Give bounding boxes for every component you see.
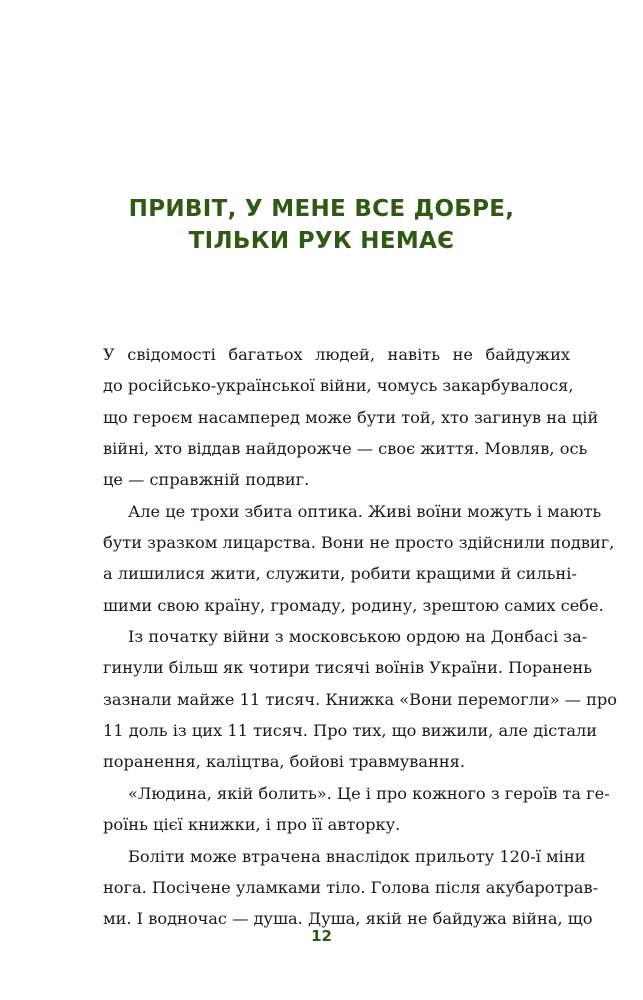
chapter-title-line: ПРИВІТ, У МЕНЕ ВСЕ ДОБРЕ, — [128, 196, 515, 222]
page-number: 12 — [311, 927, 332, 945]
chapter-title-line: ТІЛЬКИ РУК НЕМАЄ — [188, 228, 455, 254]
chapter-title — [0, 193, 643, 257]
text-line: а лишилися жити, служити, робити кращими й сильні- — [103, 564, 577, 584]
text-line: бути зразком лицарства. Вони не просто здійснили подвиг, — [103, 533, 615, 553]
text-line: Боліти може втрачена внаслідок прильоту 120-ї міни — [128, 846, 586, 866]
paragraph — [103, 339, 599, 496]
text-line: нога. Посічене уламками тіло. Голова після акубаротрав- — [103, 877, 599, 897]
text-line: зазнали майже 11 тисяч. Книжка «Вони перемогли» — про — [103, 689, 618, 709]
text-line: «Людина, якій болить». Це і про кожного з героїв та ге- — [128, 783, 610, 803]
paragraph — [103, 621, 618, 778]
text-line: війні, хто віддав найдорожче — своє життя. Мовляв, ось — [103, 439, 588, 459]
body-text — [103, 339, 618, 935]
paragraph — [103, 496, 615, 621]
text-line: Але це трохи збита оптика. Живі воїни можуть і мають — [128, 501, 602, 521]
text-line: поранення, каліцтва, бойові травмування. — [103, 752, 466, 772]
text-line: У свідомості багатьох людей, навіть не байдужих — [103, 345, 570, 364]
text-line: 11 доль із цих 11 тисяч. Про тих, що вижили, але дістали — [103, 721, 598, 741]
text-line: що героєм насамперед може бути той, хто загинув на цій — [103, 407, 599, 427]
text-line: роїнь цієї книжки, і про її авторку. — [103, 815, 401, 835]
text-line: до російсько-української війни, чомусь закарбувалося, — [103, 376, 574, 396]
paragraph — [103, 841, 599, 935]
text-line: Із початку війни з московською ордою на Донбасі за- — [128, 627, 588, 647]
text-line: ми. І водночас — душа. Душа, якій не байдужа війна, що — [103, 909, 593, 929]
paragraph — [103, 778, 610, 841]
text-line: шими свою країну, громаду, родину, зрештою самих себе. — [103, 595, 604, 615]
text-line: гинули більш як чотири тисячі воїнів України. Поранень — [103, 658, 593, 678]
text-line: це — справжній подвиг. — [103, 470, 310, 490]
